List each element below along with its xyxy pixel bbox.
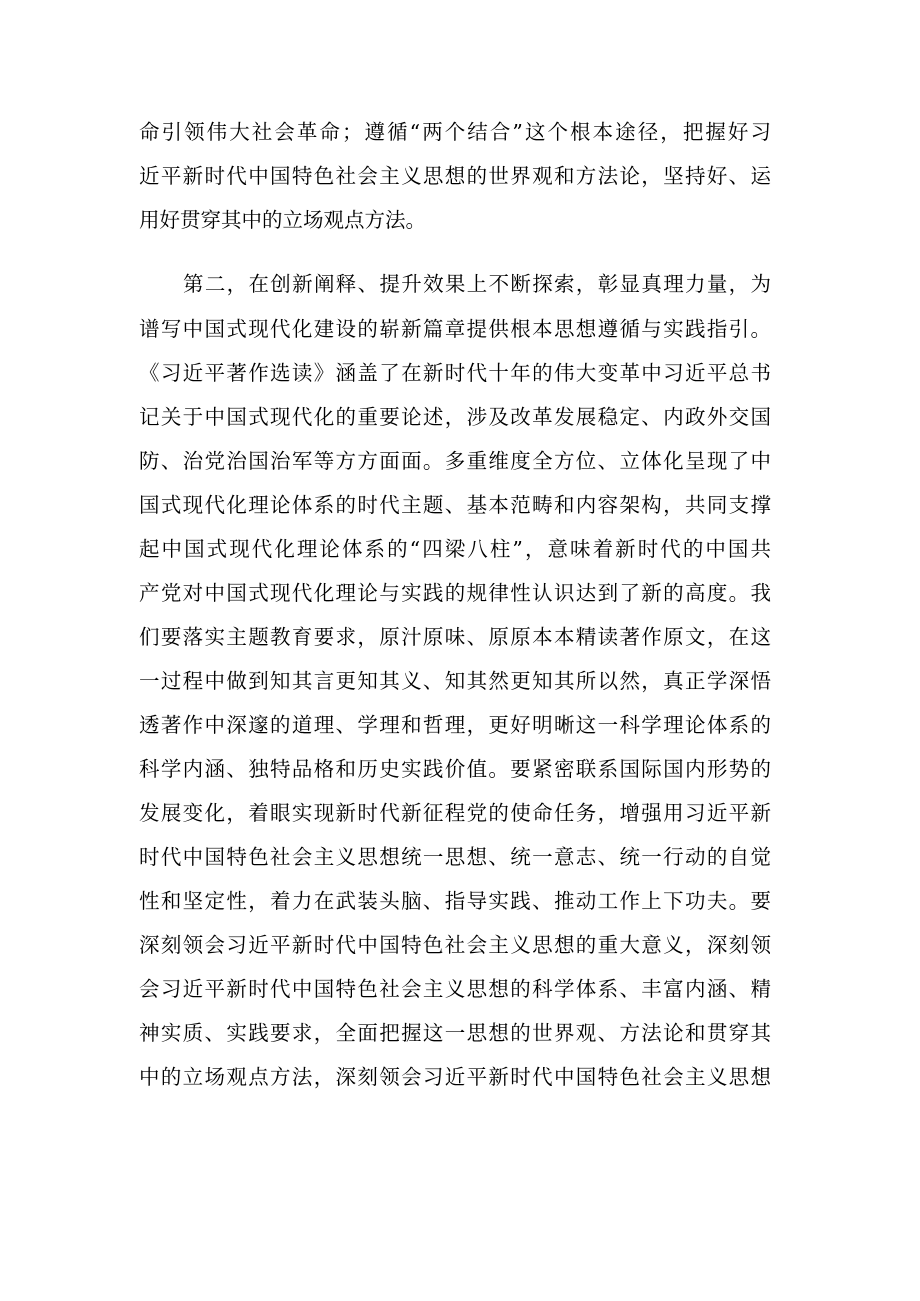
text-line: 第二，在创新阐释、提升效果上不断探索，彰显真理力量，为 (183, 272, 771, 296)
text-line: 中的立场观点方法，深刻领会习近平新时代中国特色社会主义思想 (139, 1065, 771, 1089)
text-line: 性和坚定性，着力在武装头脑、指导实践、推动工作上下功夫。要 (139, 889, 771, 913)
text-line: 透著作中深邃的道理、学理和哲理，更好明晰这一科学理论体系的 (139, 713, 771, 737)
text-line: 神实质、实践要求，全面把握这一思想的世界观、方法论和贯穿其 (139, 1021, 771, 1045)
text-line: 近平新时代中国特色社会主义思想的世界观和方法论，坚持好、运 (139, 164, 771, 188)
text-line: 科学内涵、独特品格和历史实践价值。要紧密联系国际国内形势的 (139, 757, 771, 781)
text-line: 《习近平著作选读》涵盖了在新时代十年的伟大变革中习近平总书 (139, 361, 771, 385)
text-line: 国式现代化理论体系的时代主题、基本范畴和内容架构，共同支撑 (139, 493, 771, 517)
text-line: 防、治党治国治军等方方面面。多重维度全方位、立体化呈现了中 (139, 449, 771, 473)
text-line: 产党对中国式现代化理论与实践的规律性认识达到了新的高度。我 (139, 581, 771, 605)
text-line: 发展变化，着眼实现新时代新征程党的使命任务，增强用习近平新 (139, 801, 771, 825)
text-line: 谱写中国式现代化建设的崭新篇章提供根本思想遵循与实践指引。 (139, 317, 771, 341)
text-line: 会习近平新时代中国特色社会主义思想的科学体系、丰富内涵、精 (139, 977, 771, 1001)
text-line: 们要落实主题教育要求，原汁原味、原原本本精读著作原文，在这 (139, 625, 771, 649)
text-line: 起中国式现代化理论体系的“四梁八柱”，意味着新时代的中国共 (139, 537, 771, 561)
text-line: 记关于中国式现代化的重要论述，涉及改革发展稳定、内政外交国 (139, 405, 771, 429)
text-line: 一过程中做到知其言更知其义、知其然更知其所以然，真正学深悟 (139, 669, 771, 693)
text-line: 时代中国特色社会主义思想统一思想、统一意志、统一行动的自觉 (139, 845, 771, 869)
text-line: 深刻领会习近平新时代中国特色社会主义思想的重大意义，深刻领 (139, 933, 771, 957)
text-line: 命引领伟大社会革命；遵循“两个结合”这个根本途径，把握好习 (139, 120, 771, 144)
text-line: 用好贯穿其中的立场观点方法。 (139, 208, 426, 232)
